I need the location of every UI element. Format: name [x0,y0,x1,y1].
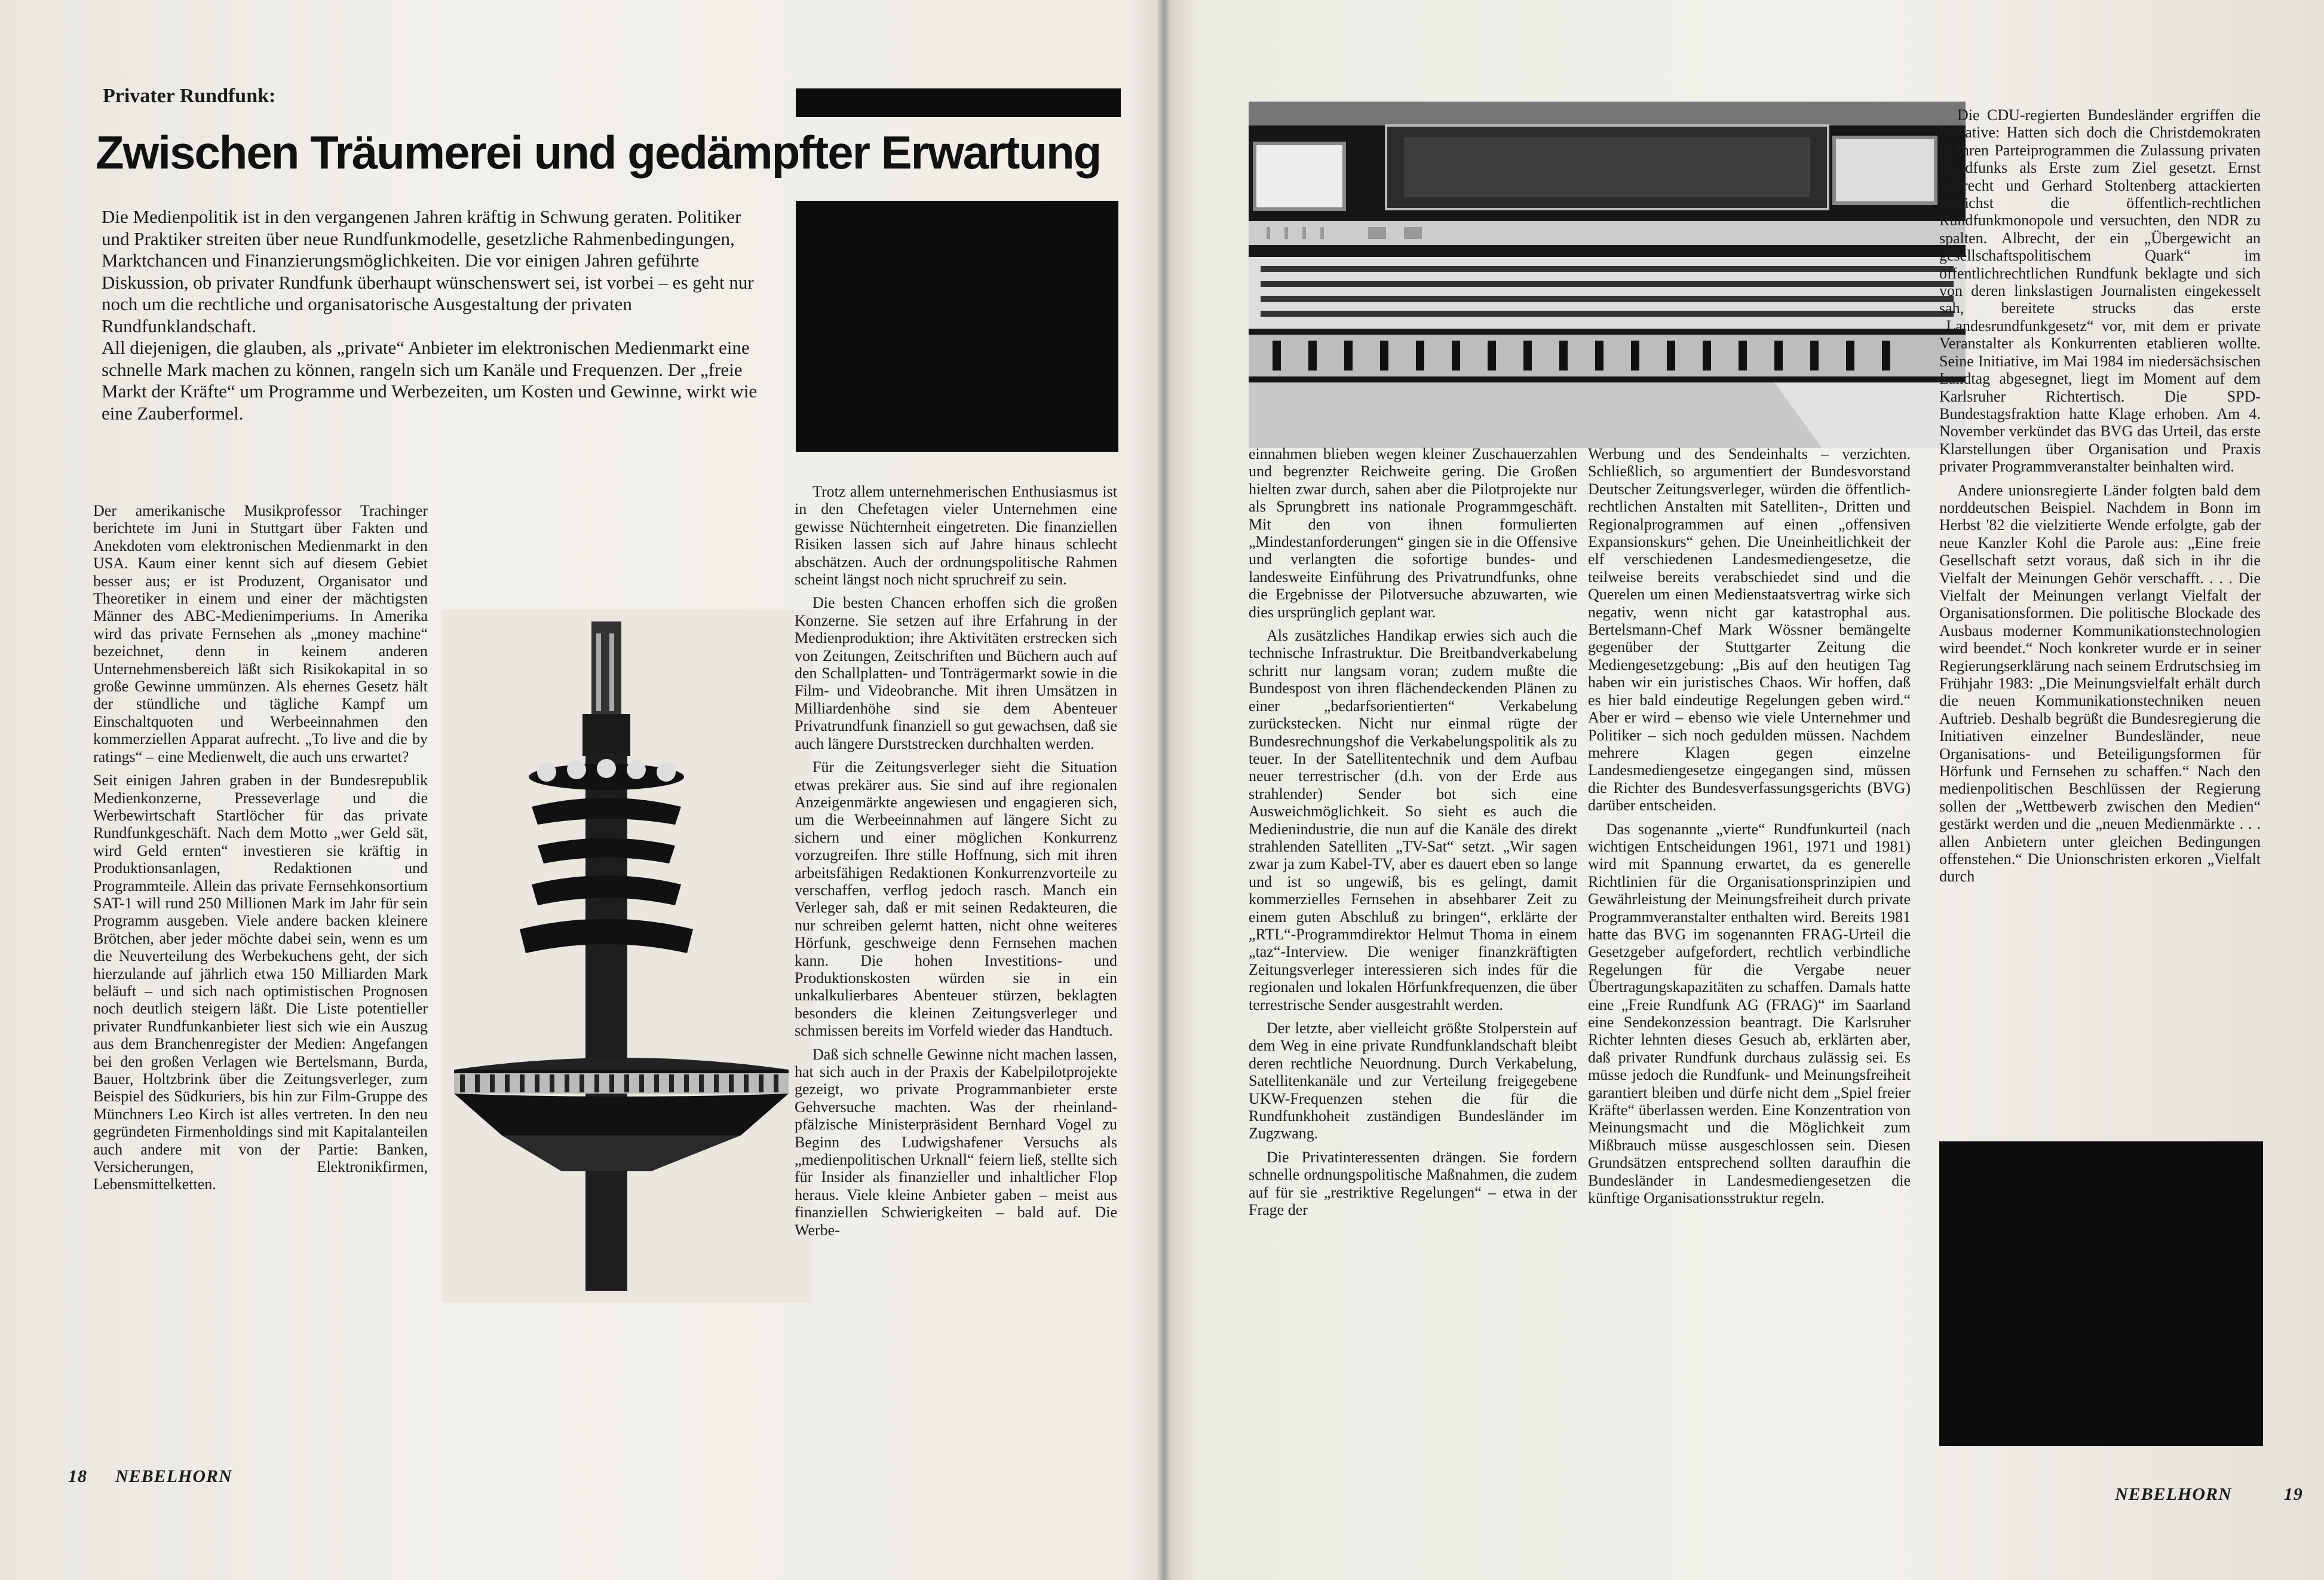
tv-tower-photo [442,610,813,1303]
kicker: Privater Rundfunk: [103,85,276,107]
column-1 [93,502,428,1199]
col5-para-1: Die CDU-regierten Bundesländer ergriffen die Initiative: Hatten sich doch die Christdemokraten in ihren Parteiprogrammen die Zulassung privaten Rundfunks als Erste zum Ziel gesetzt. Ernst Albrecht und Gerhard Stoltenberg attackierten zunächst die öffentlich-rechtlichen Rundfunkmonopole und versuchten, den NDR zu spalten. Albrecht, der ein „Übergewicht an gesellschaftspolitischem Quark“ im öffentlichrechtlichen Rundfunk beklagte und sich von deren linkslastigen Journalisten eingekesselt sah, bereitete strucks das erste „Landesrundfunkgesetz“ vor, mit dem er private Veranstalter als Konkurrenten etablieren wollte. Seine Initiative, im Mai 1984 im niedersächsischen Landtag abgesegnet, liegt im Moment auf dem Karlsruher Richtertisch. Die SPD-Bundestagsfraktion hatte Klage erhoben. Am 4. November verkündet das BVG das Urteil, das erste Klarstellungen über Organisation und Praxis privater Programmveranstalter beinhalten wird. [1939,106,2261,476]
headline: Zwischen Träumerei und gedämpfter Erwartung [96,126,1101,179]
magazine-name-right: NEBELHORN [2115,1484,2232,1504]
folio-right [2115,1484,2303,1505]
column-3 [1249,445,1577,1224]
page-number-right: 19 [2283,1484,2303,1504]
col1-para-1: Der amerikanische Musikprofessor Trachinger berichtete im Juni in Stuttgart über Fakten und Anekdoten vom elektronischen Medienmarkt in den USA. Kaum einer kennt sich auf diesem Gebiet besser aus; er ist Produzent, Organisator und Theoretiker in einem und einer der mächtigsten Männer des ABC-Medienimperiums. In Amerika wird das private Fernsehen als „money machine“ bezeichnet, denn in keinem anderen Unternehmensbereich läßt sich Risikokapital in so große Gewinne ummünzen. Als ehernes Gesetz hält der stündliche und tägliche Kampf um Einschaltquoten und Werbeeinnahmen den kommerziellen Apparat aufrecht. „To live and die by ratings“ – eine Medienwelt, die auch uns erwartet? [93,502,428,765]
column-2 [795,483,1117,1245]
col4-para-1: Werbung und des Sendeinhalts – verzichten. Schließlich, so argumentiert der Bundesvorstand Deutscher Zeitungsverleger, würden die öffentlich-rechtlichen Anstalten mit Satelliten-, Dritten und Regionalprogrammen auf einen „offensiven Expansionskurs“ gehen. Die Uneinheitlichkeit der elf verschiedenen Landesmediengesetze, die teilweise bereits verabschiedet sind und die Querelen um einen Medienstaatsvertrag wirke sich negativ, wenn nicht gar katastrophal aus. Bertelsmann-Chef Mark Wössner bemängelte gegenüber der Stuttgarter Zeitung die Mediengesetzgebung: „Bis auf den heutigen Tag haben wir ein juristisches Chaos. Wir hoffen, daß es hier bald eindeutige Regelungen geben wird.“ Aber er wird – ebenso wie viele Unternehmer und Politiker – sich noch gedulden müssen. Nachdem mehrere Klagen gegen einzelne Landesmediengesetze eingegangen sind, müssen die Richter des Bundesverfassungsgerichts (BVG) darüber entscheiden. [1588,445,1911,815]
column-5 [1939,106,2261,892]
col2-para-2: Die besten Chancen erhoffen sich die großen Konzerne. Sie setzen auf ihre Erfahrung in der Medienproduktion; ihre Aktivitäten erstrecken sich von Zeitungen, Zeitschriften und Büchern auch auf den Schallplatten- und Tonträgermarkt sowie in die Film- und Videobranche. Mit ihren Umsätzen in Milliardenhöhe sind sie dem Abenteuer Privatrundfunk finanziell so gut gewachsen, daß sie auch längere Durststrecken durchhalten werden. [795,594,1117,752]
col1-para-2: Seit einigen Jahren graben in der Bundesrepublik Medienkonzerne, Presseverlage und die Werbewirtschaft Startlöcher für das private Rundfunkgeschäft. Nach dem Motto „wer Geld sät, wird Geld ernten“ investieren sie kräftig in Produktionsanlagen, Redaktionen und Programmteile. Allein das private Fernsehkonsortium SAT-1 will rund 250 Millionen Mark im Jahr für sein Programm ausgeben. Viele andere backen kleinere Brötchen, aber jeder möchte dabei sein, wenn es um die Neuverteilung des Werbekuchens geht, der sich hierzulande auf jährlich etwa 150 Milliarden Mark beläuft – und sich nach optimistischen Prognosen noch deutlich steigern läßt. Die Liste potentieller privater Rundfunkanbieter liest sich wie ein Auszug aus dem Branchenregister der Medien: Angefangen bei den großen Verlagen wie Bertelsmann, Burda, Bauer, Holtzbrink über die Zeitungsverleger, zum Beispiel des Südkuriers, bis hin zur Film-Gruppe des Münchners Leo Kirch ist alles vertreten. In den neu gegründeten Firmenholdings sind mit Kapitalanteilen auch andere mit von der Partie: Banken, Versicherungen, Elektronikfirmen, Lebensmittelketten. [93,771,428,1193]
col3-para-2: Als zusätzliches Handikap erwies sich auch die technische Infrastruktur. Die Breitbandverkabelung schritt nur langsam voran; zudem mußte die Bundespost von ihren flächendeckenden Plänen zu einer „bedarfsorientierten“ Verkabelung zurückstecken. Nicht nur einmal rügte der Bundesrechnungshof die Verkabelungspolitik als zu teuer. In der Satellitentechnik und dem Aufbau neuer terrestrischer (d.h. von der Erde aus strahlender) Sender bot sich eine Ausweichmöglichkeit. So sieht es auch die Medienindustrie, die nun auf die Kanäle des direkt strahlenden Satelliten „TV-Sat“ setzt. „Wir sagen zwar ja zum Kabel-TV, aber es dauert eben so lange und ist so ungewiß, bis es gelingt, damit kommerzielles Fernsehen in absehbarer Zeit zu einem guten Abschluß zu bringen“, erklärte der „RTL“-Programmdirektor Helmut Thoma in einem „taz“-Interview. Die weniger finanzkräftigten Zeitungsverleger interessieren sich indes für die regionalen und lokalen Hörfunkfrequenzen, die über terrestrische Sender ausgestrahlt werden. [1249,627,1577,1013]
lead-text-2: All diejenigen, die glauben, als „private“ Anbieter im elektronischen Medienmarkt eine schnelle Mark machen zu können, rangeln sich um Kanäle und Frequenzen. Der „freie Markt der Kräfte“ um Programme und Werbezeiten, um Kosten und Gewinne, wirkt wie eine Zauberformel. [102,337,758,424]
col5-para-2: Andere unionsregierte Länder folgten bald dem norddeutschen Beispiel. Nachdem in Bonn im Herbst '82 die vielzitierte Wende erfolgte, gab der neue Kanzler Kohl die Parole aus: „Eine freie Gesellschaft setzt voraus, daß sich in ihr die Vielfalt der Meinungen Gehör verschafft. . . . Die Vielfalt der Meinungen verlangt Vielfalt der Organisationsformen. Die politische Blockade des Ausbaus moderner Kommunikationstechnologien wird beendet.“ Noch konkreter wurde er in seiner Regierungserklärung nach seinem Erdrutschsieg im Frühjahr 1983: „Die Meinungsvielfalt erhält durch die neuen Kommunikationstechniken neuen Auftrieb. Deshalb begrüßt die Bundesregierung die Initiativen einzelner Bundesländer, neue Organisations- und Beteiligungsformen für Hörfunk und Fernsehen zu schaffen.“ Nach den medienpolitischen Beschlüssen der Regierung sollen der „Wettbewerb zwischen den Medien“ gestärkt werden und die „neuen Medienmärkte . . . allen Anbietern unter gleichen Bedingungen offenstehen.“ Die Unionschristen erkoren „Vielfalt durch [1939,481,2261,886]
col2-para-1: Trotz allem unternehmerischen Enthusiasmus ist in den Chefetagen vieler Unternehmen eine gewisse Nüchternheit eingetreten. Die finanziellen Risiken lassen sich auf Jahre hinaus schlecht abschätzen. Auch der ordnungspolitische Rahmen scheint längst noch nicht spruchreif zu sein. [795,483,1117,589]
lead-text-1: Die Medienpolitik ist in den vergangenen Jahren kräftig in Schwung geraten. Politiker und Praktiker streiten über neue Rundfunkmodelle, gesetzliche Rahmenbedingungen, Marktchancen und Finanzierungsmöglichkeiten. Die vor einigen Jahren geführte Diskussion, ob privater Rundfunk überhaupt wünschenswert sei, ist vorbei – es geht nur noch um die rechtliche und organisatorische Ausgestaltung der privaten Rundfunklandschaft. [102,206,754,336]
black-photo-block [796,201,1118,452]
col2-para-3: Für die Zeitungsverleger sieht die Situation etwas prekärer aus. Sie sind auf ihre regionalen Anzeigenmärkte angewiesen und engagieren sich, um die Werbeeinnahmen auf längere Sicht zu sichern und einer möglichen Konkurrenz vorzugreifen. Ihre stille Hoffnung, sich mit ihren arbeitsfähigen Redaktionen Konkurrenzvorteile zu verschaffen, verflog jedoch rasch. Manch ein Verleger sah, daß er mit seinen Redakteuren, die nur schreiben gelernt hatten, nicht ohne weiteres Hörfunk, geschweige denn Fernsehen machen kann. Die hohen Investitions- und Produktionskosten würden sie in ein unkalkulierbares Abenteuer stürzen, beklagten besonders die kleinen Zeitungsverleger und schmissen bereits im Vorfeld wieder das Handtuch. [795,758,1117,1040]
col3-para-1: einnahmen blieben wegen kleiner Zuschauerzahlen und begrenzter Reichweite gering. Die Großen hielten zwar durch, sahen aber die Pilotprojekte nur als Sprungbrett ins nationale Programmgeschäft. Mit den von ihnen formulierten „Mindestanforderungen“ gingen sie in die Offensive und verlangten die sofortige bundes- und landesweite Einführung des Privatrundfunks, ohne die Ergebnisse der Pilotversuche abzuwarten, wie dies ursprünglich geplant war. [1249,445,1577,621]
col4-para-2: Das sogenannte „vierte“ Rundfunkurteil (nach wichtigen Entscheidungen 1961, 1971 und 1981) wird mit Spannung erwartet, da es generelle Richtlinien für die Organisationsprinzipien und Gewährleistung der Meinungsfreiheit durch private Programmveranstalter enthalten wird. Bereits 1981 hatte das BVG im sogenannten FRAG-Urteil die Gesetzgeber aufgefordert, rechtlich verbindliche Regelungen für die Vergabe neuer Übertragungskapazitäten zu schaffen. Damals hatte eine „Freie Rundfunk AG (FRAG)“ im Saarland eine Sendekonzession beantragt. Die Karlsruher Richter lehnten dieses Gesuch ab, erklärten aber, daß privater Rundfunk durchaus zulässig sei. Es müsse jedoch die Rundfunk- und Meinungsfreiheit garantiert bleiben und dürfe nicht dem „Spiel freier Kräfte“ überlassen werden. Eine Konzentration von Meinungsmacht und die Möglichkeit zum Mißbrauch müsse ausgeschlossen sein. Diesen Grundsätzen entsprechend sollten daraufhin die Bundesländer in Landesmediengesetzen die künftige Organisationsstruktur regeln. [1588,820,1911,1207]
column-4 [1588,445,1911,1212]
magazine-name: NEBELHORN [115,1466,232,1486]
black-photo-block-right [1939,1141,2263,1446]
col2-para-4: Daß sich schnelle Gewinne nicht machen lassen, hat sich auch in der Praxis der Kabelpilotprojekte gezeigt, wo private Programmanbieter erste Gehversuche machten. Was der rheinland-pfälzische Ministerpräsident Bernhard Vogel zu Beginn des Ludwigshafener Versuchs als „medienpolitischen Urknall“ feiern ließ, stellte sich für Insider als finanzieller und inhaltlicher Flop heraus. Viele kleine Anbieter gaben – meist aus finanziellen Schwierigkeiten – bald auf. Die Werbe- [795,1045,1117,1239]
col3-para-3: Der letzte, aber vielleicht größte Stolperstein auf dem Weg in eine private Rundfunklandschaft bleibt deren rechtliche Neuordnung. Durch Verkabelung, Satellitenkanäle und zur Verteilung freigegebene UKW-Frequenzen stehen die für die Rundfunkhoheit zuständigen Bundesländer im Zugzwang. [1249,1019,1577,1143]
studio-mixing-console-photo [1249,102,1966,448]
right-page [1164,0,2324,1580]
page-number: 18 [68,1466,87,1486]
folio-left [68,1466,232,1487]
book-spine [1157,0,1171,1580]
black-bar-top [796,88,1121,117]
col3-para-4: Die Privatinteressenten drängen. Sie fordern schnelle ordnungspolitische Maßnahmen, die zudem auf für sie „restriktive Regelungen“ – etwa in der Frage der [1249,1148,1577,1219]
lead-paragraph [102,206,771,424]
